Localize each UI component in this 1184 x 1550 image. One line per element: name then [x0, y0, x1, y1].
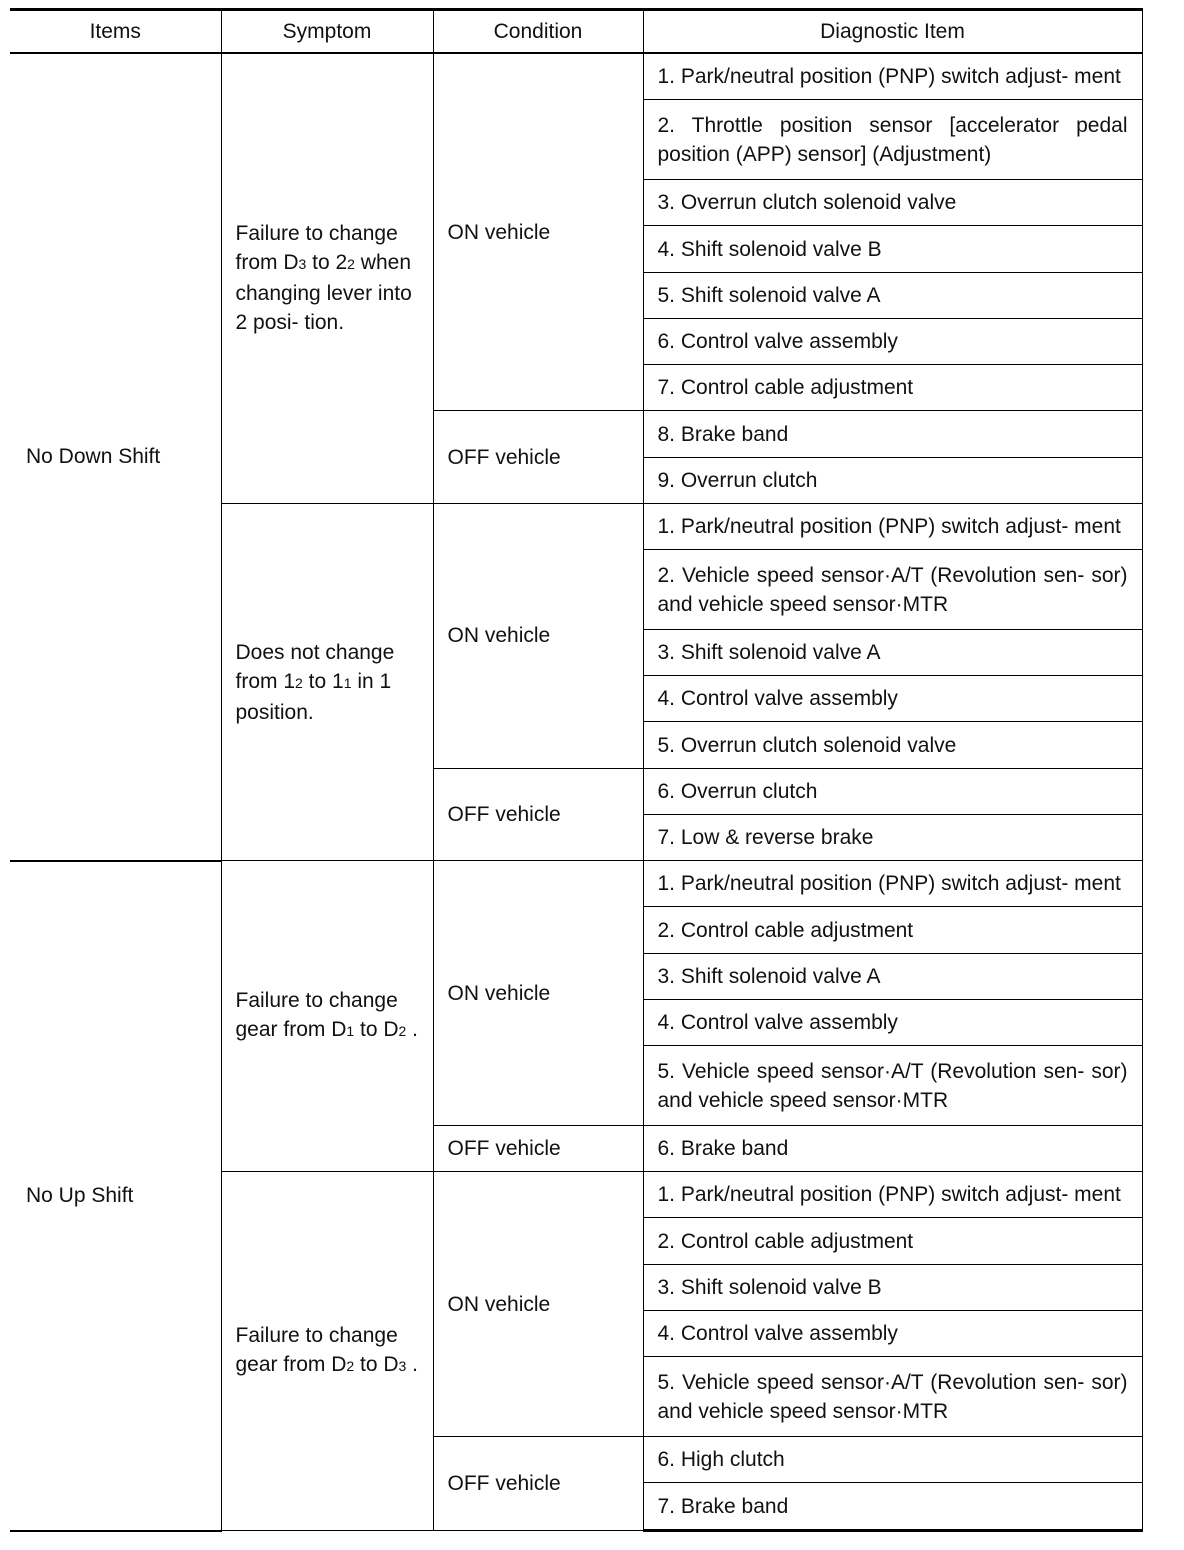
gear-subscript: 1: [346, 1023, 355, 1040]
symptom-text: Failure to change gear from D: [235, 1324, 398, 1377]
diagnostic-item-cell: 7. Low & reverse brake: [643, 814, 1142, 860]
header-row: [10, 10, 1142, 54]
symptom-text: to 1: [302, 669, 344, 693]
diagnostic-item-cell: 7. Control cable adjustment: [643, 365, 1142, 411]
diagnostic-item-cell: 5. Vehicle speed sensor·A/T (Revolution sen- sor) and vehicle speed sensor·MTR: [643, 1357, 1142, 1437]
diagnostic-item-cell: 6. Control valve assembly: [643, 318, 1142, 364]
symptom-cell: [221, 1172, 433, 1531]
diagnostic-item-cell: 7. Brake band: [643, 1483, 1142, 1531]
diagnostic-item-cell: 3. Shift solenoid valve A: [643, 953, 1142, 999]
diagnostic-item-cell: 6. High clutch: [643, 1437, 1142, 1483]
symptom-cell: [221, 503, 433, 860]
gear-subscript: 2: [295, 674, 303, 691]
diagnostic-item-cell: 3. Overrun clutch solenoid valve: [643, 180, 1142, 226]
header-items: Items: [10, 10, 221, 54]
diagnostic-item-cell: 2. Control cable adjustment: [643, 907, 1142, 953]
table-row: [10, 53, 1142, 100]
condition-cell: ON vehicle: [433, 53, 643, 411]
diagnostic-item-cell: 5. Overrun clutch solenoid valve: [643, 722, 1142, 768]
symptom-text: to D: [354, 1018, 399, 1042]
diagnostic-item-cell: 6. Overrun clutch: [643, 768, 1142, 814]
table-body: [10, 53, 1142, 1531]
gear-subscript: 2: [398, 1023, 407, 1040]
diagnostic-item-cell: 5. Shift solenoid valve A: [643, 272, 1142, 318]
header-diagnostic-item: Diagnostic Item: [643, 10, 1142, 54]
diagnostic-item-cell: 1. Park/neutral position (PNP) switch adjust- ment: [643, 1172, 1142, 1218]
diagnostic-item-cell: 1. Park/neutral position (PNP) switch adjust- ment: [643, 861, 1142, 907]
diagnostic-item-cell: 4. Control valve assembly: [643, 999, 1142, 1045]
gear-subscript: 3: [298, 256, 307, 273]
condition-cell: OFF vehicle: [433, 1125, 643, 1171]
gear-subscript: 1: [343, 674, 352, 691]
condition-cell: OFF vehicle: [433, 768, 643, 861]
diagnostic-item-cell: 1. Park/neutral position (PNP) switch adjust- ment: [643, 53, 1142, 100]
diagnostic-item-cell: 4. Control valve assembly: [643, 1310, 1142, 1356]
symptom-text: .: [406, 1018, 418, 1042]
diagnostic-item-cell: 4. Control valve assembly: [643, 676, 1142, 722]
symptom-text: when changing lever into 2 posi- tion.: [235, 251, 412, 335]
diagnostic-item-cell: 3. Shift solenoid valve A: [643, 629, 1142, 675]
diagnostic-item-cell: 2. Control cable adjustment: [643, 1218, 1142, 1264]
table-row: [10, 861, 1142, 907]
symptom-text: Failure to change from D: [235, 222, 398, 275]
gear-subscript: 2: [346, 1358, 355, 1375]
condition-cell: ON vehicle: [433, 503, 643, 768]
table-header: [10, 10, 1142, 54]
symptom-text: to D: [354, 1353, 399, 1377]
condition-cell: OFF vehicle: [433, 1437, 643, 1531]
symptom-cell: [221, 53, 433, 503]
diagnostic-item-cell: 2. Throttle position sensor [accelerator pedal position (APP) sensor] (Adjustment): [643, 100, 1142, 180]
symptom-text: .: [406, 1353, 418, 1377]
item-cell: No Down Shift: [10, 53, 221, 861]
symptom-text: Failure to change gear from D: [235, 989, 398, 1042]
condition-cell: OFF vehicle: [433, 411, 643, 504]
header-condition: Condition: [433, 10, 643, 54]
diagnostic-table: [10, 8, 1143, 1532]
condition-cell: ON vehicle: [433, 1172, 643, 1437]
diagnostic-item-cell: 1. Park/neutral position (PNP) switch adjust- ment: [643, 503, 1142, 549]
gear-subscript: 3: [398, 1358, 407, 1375]
symptom-text: Does not change from 1: [235, 640, 395, 693]
gear-subscript: 2: [347, 256, 355, 273]
header-symptom: Symptom: [221, 10, 433, 54]
symptom-text: in 1 position.: [235, 669, 392, 724]
symptom-cell: [221, 861, 433, 1172]
diagnostic-item-cell: 5. Vehicle speed sensor·A/T (Revolution sen- sor) and vehicle speed sensor·MTR: [643, 1046, 1142, 1126]
diagnostic-item-cell: 8. Brake band: [643, 411, 1142, 457]
diagnostic-item-cell: 9. Overrun clutch: [643, 457, 1142, 503]
diagnostic-item-cell: 3. Shift solenoid valve B: [643, 1264, 1142, 1310]
symptom-text: to 2: [306, 251, 348, 275]
diagnostic-item-cell: 6. Brake band: [643, 1125, 1142, 1171]
diagnostic-item-cell: 4. Shift solenoid valve B: [643, 226, 1142, 272]
condition-cell: ON vehicle: [433, 861, 643, 1126]
item-cell: No Up Shift: [10, 861, 221, 1531]
diagnostic-item-cell: 2. Vehicle speed sensor·A/T (Revolution sen- sor) and vehicle speed sensor·MTR: [643, 550, 1142, 630]
